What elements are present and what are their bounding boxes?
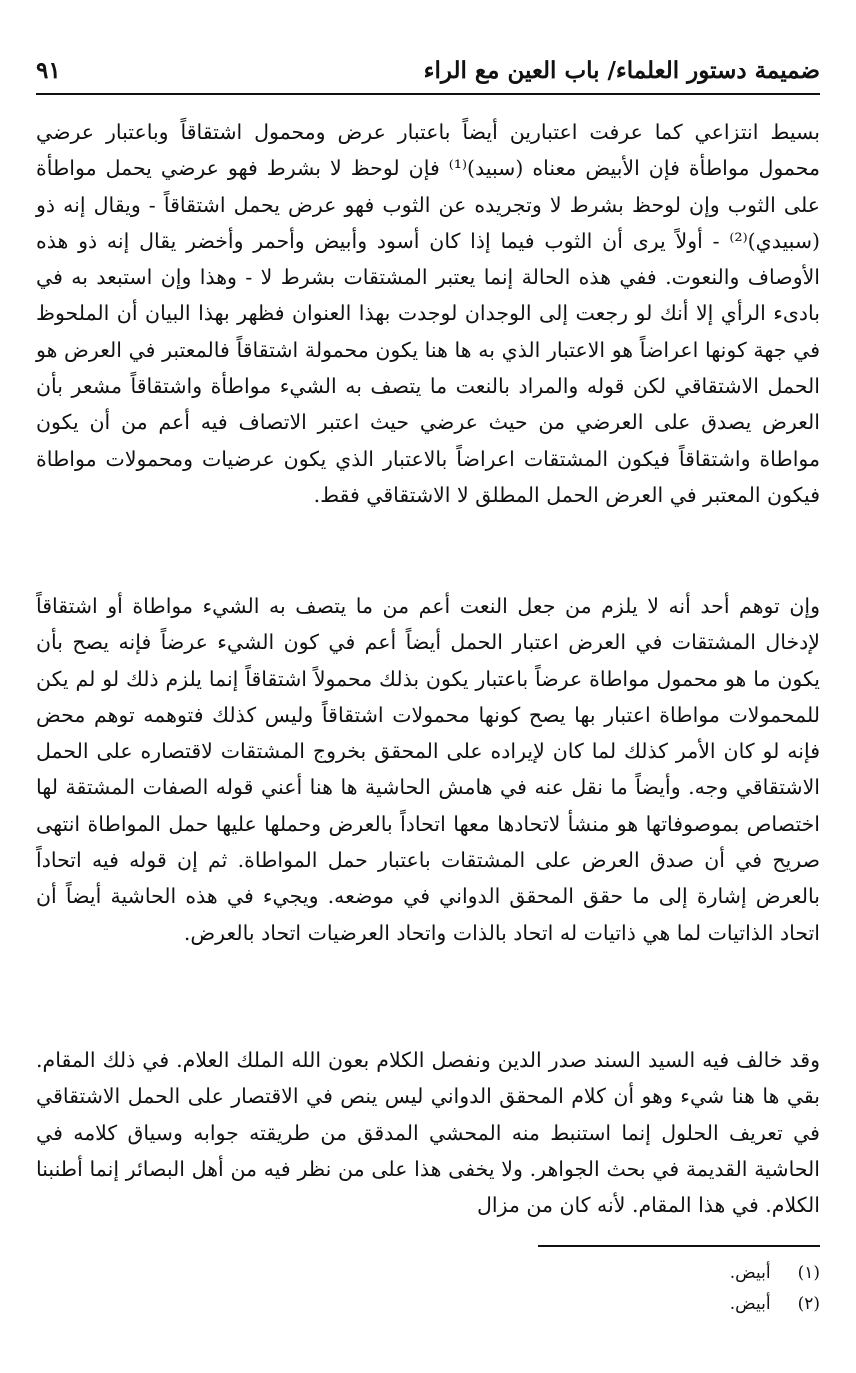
body-paragraph: بسيط انتزاعي كما عرفت اعتبارين أيضاً باعتبار عرض ومحمول اشتقاقاً وباعتبار عرضي محمول مواطأة فإن الأبيض معناه (سبيد)⁽¹⁾ فإن لوحظ لا بشرط فهو عرضي يحمل مواطأة على الثوب وإن لوحظ بشرط لا وتجريده عن الثوب فهو عرض يحمل اشتقاقاً - ويقال إنه ذو (سبيدي)⁽²⁾ - أولاً يرى أن الثوب فيما إذا كان أسود وأبيض وأحمر وأخضر يقال إنه ذو هذه الأوصاف والنعوت. ففي هذه الحالة إنما يعتبر المشتقات بشرط لا - وهذا وإن استبعد به في بادىء الرأي إلا أنك لو رجعت إلى الوجدان لوجدت بهذا العنوان فظهر بهذا البيان أن الملحوظ في جهة كونها اعراضاً هو الاعتبار الذي به ها هنا يكون محمولة اشتقاقاً فالمعتبر في العرض هو الحمل الاشتقاقي لكن قوله والمراد بالنعت ما يتصف به الشيء مواطأة واشتقاقاً مشعر بأن العرض يصدق على العرضي من حيث عرضي حيث اعتبر الاتصاف فيه أعم من أن يكون مواطاة واشتقاقاً فيكون المشتقات اعراضاً بالاعتبار الذي يكون عرضيات ومحمولات مواطاة فيكون المعتبر في العرض الحمل المطلق لا الاشتقاقي فقط. — [36, 120, 820, 507]
body-paragraph: وقد خالف فيه السيد السند صدر الدين ونفصل الكلام بعون الله الملك العلام. في ذلك المقام. بقي ها هنا شيء وهو أن كلام المحقق الدواني ليس ينص في الاقتصار على الحمل الاشتقاقي في تعريف الحلول إنما استنبط منه المحشي المدقق من طريقته جوابه وسياق كلامه في الحاشية القديمة في بحث الجواهر. ولا يخفى هذا على من نظر فيه من أهل البصائر إنما أطنبنا الكلام. في هذا المقام. لأنه كان من مزال — [36, 1048, 820, 1218]
footnote — [730, 1289, 820, 1320]
footnote-text: أبيض. — [729, 1294, 771, 1314]
page-number: ٩١ — [36, 56, 61, 84]
footnote-text: أبيض. — [729, 1263, 771, 1283]
footnotes — [730, 1258, 820, 1320]
header-rule — [36, 93, 820, 95]
footnote-number: (١) — [797, 1263, 820, 1283]
footnote-number: (٢) — [797, 1294, 820, 1314]
footnote-rule — [538, 1245, 820, 1247]
body-paragraph: وإن توهم أحد أنه لا يلزم من جعل النعت أعم من ما يتصف به الشيء مواطاة أو اشتقاقاً لإدخال المشتقات في العرض اعتبار الحمل أيضاً أعم في كون الشيء عرضاً فإنه يصح بأن يكون ما هو محمول مواطاة عرضاً باعتبار يكون بذلك محمولاً اشتقاقاً إنما يلزم ذلك لو لم يكن للمحمولات مواطاة اعتبار بها يصح كونها محمولات اشتقاقاً وليس كذلك فتوهمه توهم محض فإنه لو كان الأمر كذلك لما كان لإيراده على المحقق بخروج المشتقات لاقتصاره على الحمل الاشتقاقي وجه. وأيضاً ما نقل عنه في هامش الحاشية ها هنا أعني قوله الصفات المشتقة لها اختصاص بموصوفاتها هو منشأ لاتحادها معها اتحاداً بالعرض وحملها عليها حمل المواطاة انتهى صريح في أن صدق العرض على المشتقات باعتبار حمل المواطاة. ثم إن قوله فيه اتحاداً بالعرض إشارة إلى ما حقق المحقق الدواني في موضعه. ويجيء في هذه الحاشية أيضاً أن اتحاد الذاتيات لما هي ذاتيات له اتحاد بالذات واتحاد العرضيات اتحاد بالعرض. — [36, 594, 820, 945]
page-header — [36, 50, 820, 90]
footnote — [730, 1258, 820, 1289]
running-title: ضميمة دستور العلماء/ باب العين مع الراء — [423, 56, 820, 84]
